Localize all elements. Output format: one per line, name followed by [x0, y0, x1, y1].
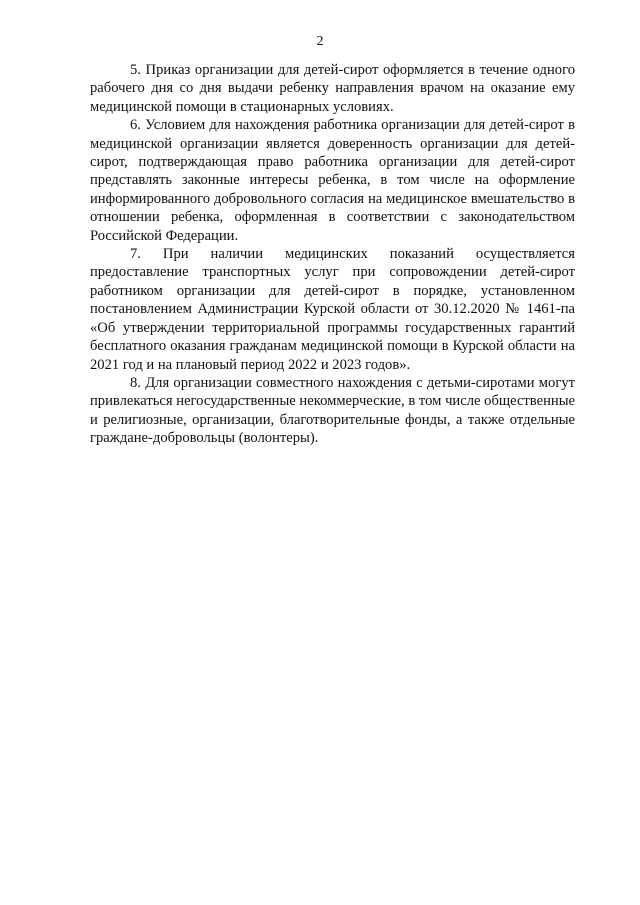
page-number: 2 — [316, 34, 324, 49]
paragraph-8: 8. Для организации совместного нахождения с детьми-сиротами могут привлекаться негосударственные некоммерческие, в том числе общественные и религиозные, организации, благотворительные фонды, а также отдельные граждане-добровольцы (волонтеры). — [90, 374, 575, 447]
paragraph-7: 7. При наличии медицинских показаний осуществляется предоставление транспортных услуг при сопровождении детей-сирот работником организации для детей-сирот в порядке, установленном постановлением Администрации Курской области от 30.12.2020 № 1461-па «Об утверждении территориальной программы государственных гарантий бесплатного оказания гражданам медицинской помощи в Курской области на 2021 год и на плановый период 2022 и 2023 годов». — [90, 246, 575, 373]
paragraph-6: 6. Условием для нахождения работника организации для детей-сирот в медицинской организации является доверенность организации для детей-сирот, подтверждающая право работника организации для детей-сирот представлять законные интересы ребенка, в том числе на оформление информированного добровольного согласия на медицинское вмешательство в отношении ребенка, оформленная в соответствии с законодательством Российской Федерации. — [90, 117, 575, 244]
document-body — [90, 61, 575, 448]
paragraph-5: 5. Приказ организации для детей-сирот оформляется в течение одного рабочего дня со дня выдачи ребенку направления врачом на оказание ему медицинской помощи в стационарных условиях. — [90, 62, 575, 115]
